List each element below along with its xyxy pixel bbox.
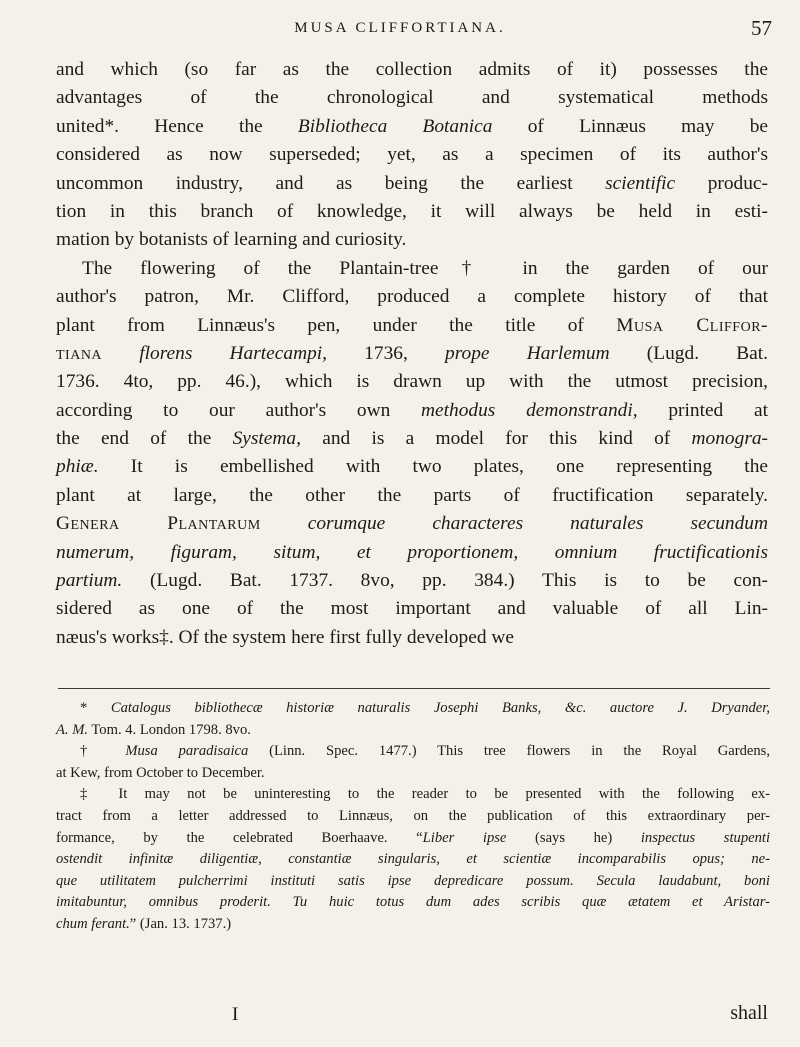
text-run: produc- (675, 172, 768, 194)
footnotes (56, 698, 770, 936)
footnote-line (56, 763, 770, 785)
text-run: Catalogus bibliothecæ historiæ naturalis Josephi Banks, &c. auctore J. Dryander, (110, 700, 770, 716)
footnote-line (56, 698, 770, 720)
text-run: ostendit infinitæ diligentiæ, constantiæ singularis, et scientiæ incomparabilis opus; ne- (56, 851, 770, 868)
text-line (56, 539, 768, 567)
text-line (56, 482, 768, 510)
text-run: Systema, (232, 428, 301, 450)
text-line (56, 340, 768, 368)
text-run: florens Hartecampi, (139, 342, 328, 364)
text-run: partium. (56, 570, 123, 592)
text-line (56, 312, 768, 340)
main-text (56, 56, 768, 652)
text-line (56, 510, 768, 538)
text-line (56, 84, 768, 112)
text-run: imitabuntur, omnibus proderit. Tu huic totus dum ades scribis quæ ætatem et Aristar- (56, 894, 770, 911)
text-run: (Lugd. Bat. (609, 342, 768, 364)
text-line (56, 624, 768, 652)
text-run: næus's works‡. Of the system here first fully developed we (56, 626, 515, 648)
text-run: The flowering of the Plantain-tree† in the garden of our (82, 257, 768, 279)
footnote-line (56, 720, 770, 742)
text-run: considered as now superseded; yet, as a specimen of its author's (56, 144, 768, 166)
text-run: Tom. 4. London 1798. 8vo. (88, 721, 251, 738)
text-line (56, 170, 768, 198)
text-run: and is a model for this kind of (300, 428, 692, 450)
footnote-line (56, 892, 770, 914)
text-line (56, 567, 768, 595)
text-run: and which (so far as the collection admits of it) possesses the (56, 59, 768, 80)
text-run: Genera Plantarum (56, 513, 261, 535)
text-run: Musa paradisaica (125, 743, 249, 760)
text-run: sidered as one of the most important and valuable of all Lin- (56, 598, 768, 620)
text-line (56, 595, 768, 623)
text-run: printed at (637, 399, 768, 421)
text-line (56, 425, 768, 453)
text-run: A. M. (56, 721, 89, 738)
text-run: united*. Hence the (56, 115, 298, 137)
running-title: MUSA CLIFFORTIANA. (294, 20, 506, 36)
text-run: 1736. 4to, pp. 46.), which is drawn up with the utmost precision, (56, 371, 768, 393)
text-line (56, 255, 768, 283)
text-line (56, 368, 768, 396)
text-run: at Kew, from October to December. (56, 764, 265, 781)
text-run: methodus demonstrandi, (421, 399, 638, 421)
text-run: que utilitatem pulcherrimi instituti satis ipse depredicare possum. Secula laudabunt, boni (56, 872, 770, 889)
text-run: ” (Jan. 13. 1737.) (129, 915, 232, 932)
text-run: 1736, (327, 342, 445, 364)
text-run: scientific (605, 172, 676, 194)
text-run: (Lugd. Bat. 1737. 8vo, pp. 384.) This is to be con- (122, 570, 768, 592)
text-run: formance, by the celebrated Boerhaave. “ (56, 829, 423, 846)
text-run: author's patron, Mr. Clifford, produced a complete history of that (56, 286, 768, 308)
footnote-line (56, 806, 770, 828)
text-run: the end of the (56, 428, 233, 450)
footnote-line (56, 914, 770, 936)
text-run: prope Harlemum (445, 342, 610, 364)
text-run: plant from Linnæus's pen, under the title of (56, 314, 617, 336)
signature-mark: I (232, 1004, 239, 1025)
text-run: inspectus stupenti (640, 829, 771, 846)
text-run: numerum, figuram, situm, et proportionem, omnium fructificationis (56, 541, 768, 563)
text-run: tract from a letter addressed to Linnæus, on the publication of this extraordinary per- (56, 807, 770, 824)
text-run (261, 513, 308, 534)
text-run: plant at large, the other the parts of fructification separately. (56, 484, 768, 506)
text-run: mation by botanists of learning and curiosity. (56, 229, 407, 251)
text-run: † (80, 743, 126, 760)
footnote-line (56, 741, 770, 763)
text-run: chum ferant. (56, 915, 130, 932)
text-line (56, 113, 768, 141)
text-run: Liber ipse (422, 829, 507, 846)
page-number: 57 (751, 16, 772, 40)
text-run: corumque characteres naturales secundum (307, 513, 769, 535)
text-run: advantages of the chronological and systematical methods (56, 87, 768, 109)
text-run: It is embellished with two plates, one representing the (98, 456, 768, 478)
text-run: tiana (56, 342, 103, 364)
text-run: monogra- (691, 428, 769, 450)
text-line (56, 397, 768, 425)
footnote-line (56, 849, 770, 871)
footnote-divider (58, 688, 770, 689)
text-line (56, 56, 768, 84)
text-line (56, 141, 768, 169)
text-run: ‡ It may not be uninteresting to the reader to be presented with the following ex- (80, 786, 770, 803)
text-run: Bibliotheca Botanica (297, 115, 493, 137)
text-line (56, 198, 768, 226)
text-run (102, 343, 139, 364)
text-run: Musa Cliffor- (616, 314, 768, 336)
text-line (56, 283, 768, 311)
text-run: * (80, 700, 111, 716)
text-run: (says he) (506, 829, 641, 846)
text-run: tion in this branch of knowledge, it will always be held in esti- (56, 200, 768, 222)
footnote-line (56, 871, 770, 893)
text-line (56, 453, 768, 481)
text-run: according to our author's own (56, 399, 422, 421)
text-run: (Linn. Spec. 1477.) This tree flowers in the Royal Gardens, (248, 743, 770, 760)
footnote-line (56, 828, 770, 850)
text-run: phiæ. (56, 456, 99, 478)
text-run: uncommon industry, and as being the earliest (56, 172, 606, 194)
text-run: of Linnæus may be (492, 115, 769, 137)
text-line (56, 226, 768, 254)
catchword: shall (730, 1002, 768, 1024)
footnote-line (56, 784, 770, 806)
